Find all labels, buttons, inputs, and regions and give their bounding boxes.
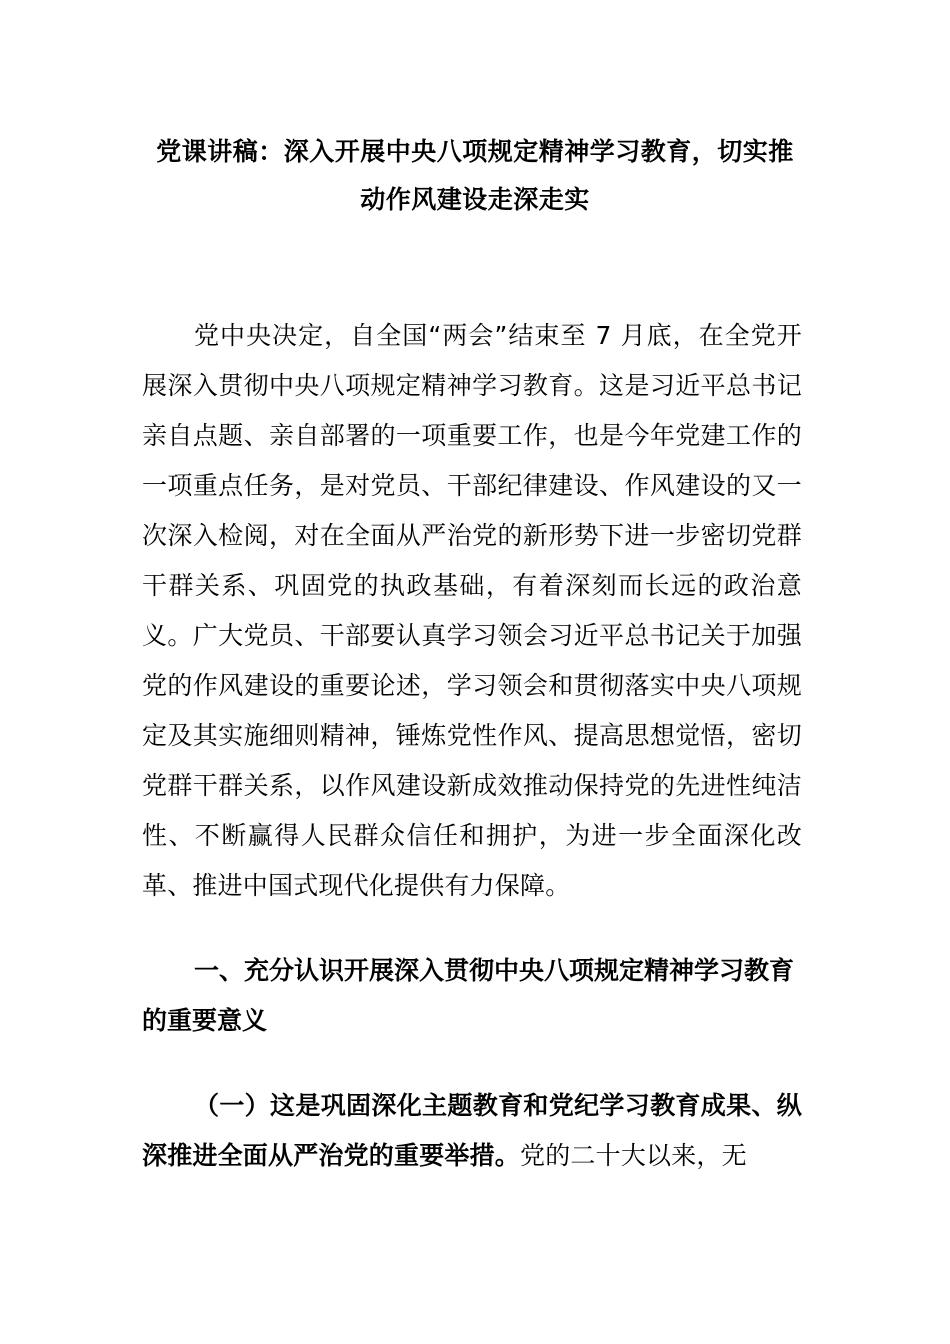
title-line-1: 党课讲稿：深入开展中央八项规定精神学习教育，切实推 xyxy=(156,137,794,166)
section-1-heading: 一、充分认识开展深入贯彻中央八项规定精神学习教育的重要意义 xyxy=(142,956,795,1035)
intro-paragraph: 党中央决定，自全国“两会”结束至 7 月底，在全党开展深入贯彻中央八项规定精神学习教育。这是习近平总书记亲自点题、亲自部署的一项重要工作，也是今年党建工作的一项重点任务，是对党员、干部纪律建设、作风建设的又一次深入检阅，对在全面从严治党的新形势下进一步密切党群干群关系、巩固党的执政基础，有着深刻而长远的政治意义。广大党员、干部要认真学习领会习近平总书记关于加强党的作风建设的重要论述，学习领会和贯彻落实中央八项规定及其实施细则精神，锤炼党性作风、提高思想觉悟，密切党群干群关系，以作风建设新成效推动保持党的先进性纯洁性、不断赢得人民群众信任和拥护，为进一步全面深化改革、推进中国式现代化提供有力保障。 xyxy=(142,321,802,900)
document-title xyxy=(140,128,810,224)
subsection-1-paragraph xyxy=(142,1081,802,1181)
title-line-2: 动作风建设走深走实 xyxy=(360,185,590,214)
subsection-1-bold-lead: （一）这是巩固深化主题教育和党纪学习教育成果、纵深推进全面从严治党的重要举措。 xyxy=(142,1091,802,1170)
subsection-1-text: 党的二十大以来，无 xyxy=(520,1141,747,1170)
